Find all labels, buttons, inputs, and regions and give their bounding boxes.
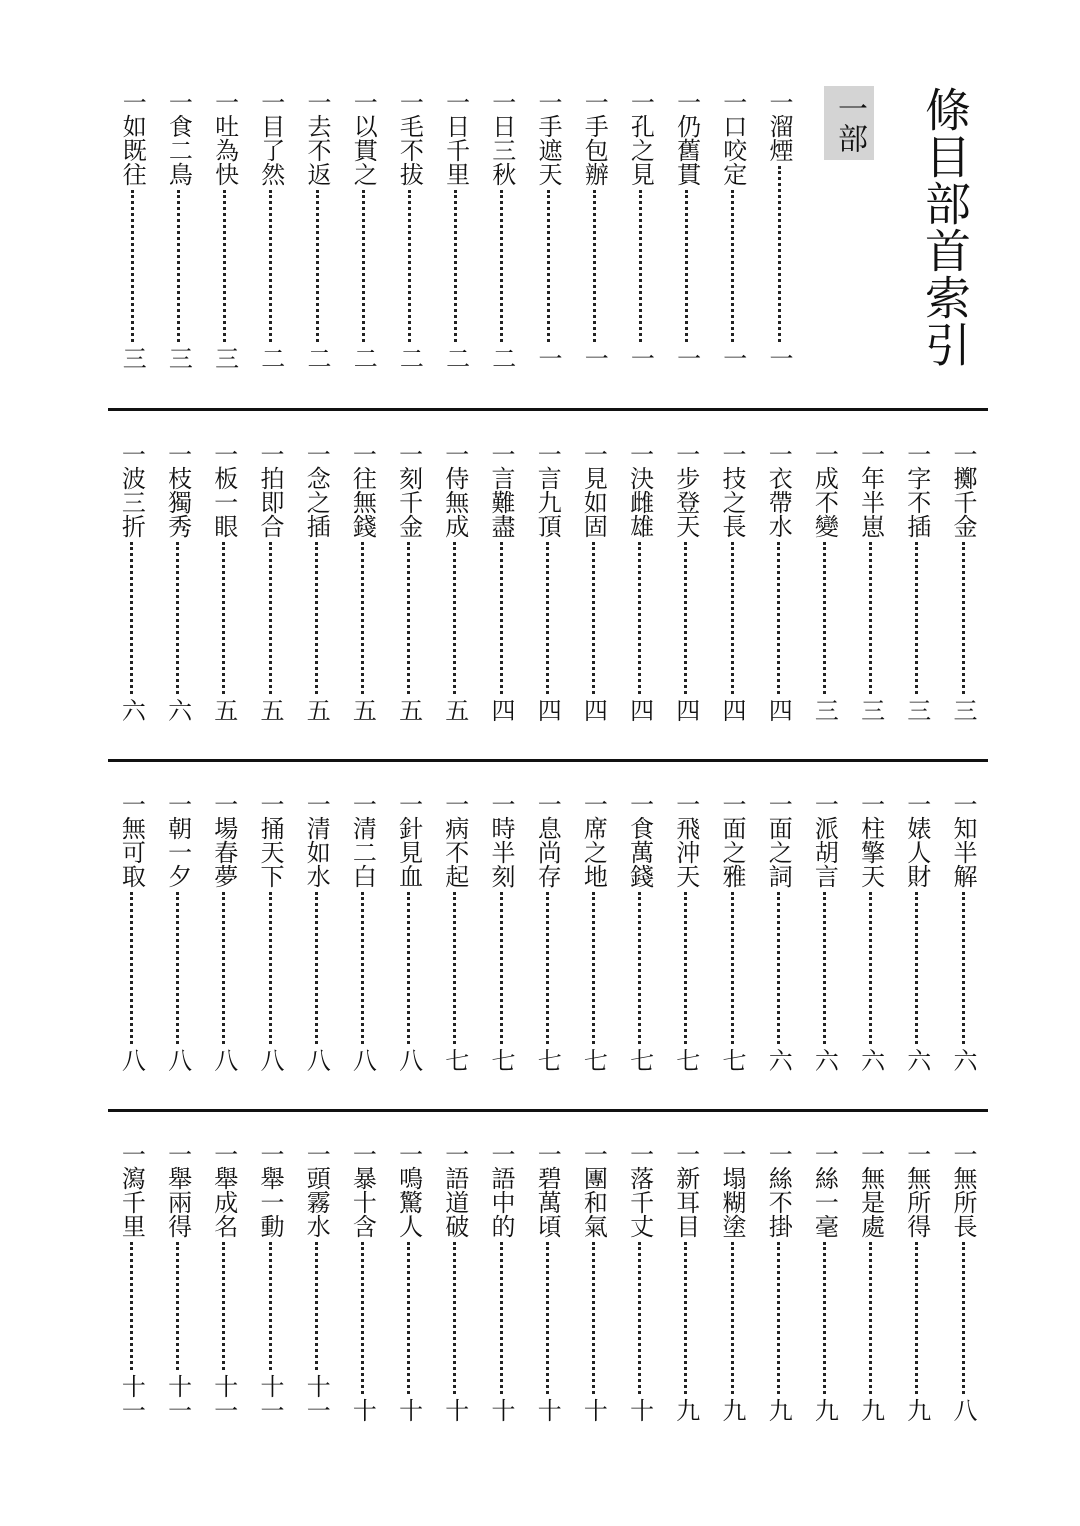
dot-leader	[684, 892, 687, 1044]
entry-term: 一朝一夕	[163, 792, 192, 888]
entry-page-number: 六	[117, 698, 146, 722]
entry-page-number: 十一	[302, 1374, 331, 1422]
entry-page-number: 四	[487, 698, 515, 722]
entry-term: 一絲不掛	[764, 1142, 793, 1238]
dot-leader	[777, 542, 780, 694]
entry-page-number: 十	[625, 1398, 654, 1422]
dot-leader	[869, 892, 872, 1044]
entry-page-number: 二	[395, 346, 424, 370]
index-entry	[478, 1142, 524, 1422]
dot-leader	[915, 1242, 918, 1394]
entry-page-number: 十一	[163, 1374, 192, 1422]
entry-page-number: 五	[348, 698, 377, 722]
entry-term: 一念之插	[302, 442, 331, 538]
entry-term: 一飛沖天	[671, 792, 700, 888]
dot-leader	[638, 542, 641, 694]
dot-leader	[546, 1242, 549, 1394]
dot-leader	[962, 1242, 965, 1394]
index-entry	[108, 792, 154, 1072]
index-entry	[848, 442, 894, 722]
page-title: 條目部首索引	[918, 86, 972, 368]
index-entry	[940, 442, 986, 722]
index-entry	[617, 442, 663, 722]
entry-page-number: 七	[487, 1048, 515, 1072]
entry-page-number: 三	[902, 698, 931, 722]
entry-term: 一以貫之	[349, 90, 378, 186]
entry-term: 一手遮天	[534, 90, 562, 186]
entry-page-number: 五	[302, 698, 331, 722]
index-entry	[433, 90, 479, 370]
dot-leader	[407, 1242, 410, 1394]
entry-page-number: 一	[626, 346, 655, 370]
entry-page-number: 二	[256, 346, 285, 370]
index-entry	[663, 442, 709, 722]
dot-leader	[500, 542, 503, 694]
dot-leader	[869, 542, 872, 694]
entry-page-number: 五	[394, 698, 423, 722]
dot-leader	[407, 892, 410, 1044]
entry-term: 一場春夢	[209, 792, 238, 888]
entry-page-number: 四	[579, 698, 608, 722]
index-entry	[247, 1142, 293, 1422]
entry-page-number: 一	[580, 346, 609, 370]
dot-leader	[823, 892, 826, 1044]
entry-term: 一日三秋	[487, 90, 516, 186]
entry-page-number: 一	[534, 346, 562, 370]
index-entry	[848, 1142, 894, 1422]
index-entry	[155, 442, 201, 722]
entry-term: 一去不返	[303, 90, 331, 186]
entry-term: 一年半崽	[856, 442, 885, 538]
index-entry	[108, 442, 154, 722]
dot-leader	[685, 190, 688, 342]
entry-term: 一侍無成	[440, 442, 469, 538]
dot-leader	[130, 542, 133, 694]
index-block-3	[108, 792, 988, 1072]
index-entry	[386, 442, 432, 722]
entry-page-number: 九	[764, 1398, 793, 1422]
entry-page-number: 十一	[209, 1374, 238, 1422]
dot-leader	[269, 892, 272, 1044]
index-entry	[663, 1142, 709, 1422]
entry-term: 一衣帶水	[764, 442, 793, 538]
entry-page-number: 三	[810, 698, 839, 722]
entry-term: 一鳴驚人	[394, 1142, 423, 1238]
index-entry	[894, 442, 940, 722]
entry-term: 一病不起	[440, 792, 469, 888]
entry-page-number: 三	[949, 698, 977, 722]
index-block-2	[108, 442, 988, 722]
index-entry	[293, 1142, 339, 1422]
dot-leader	[131, 190, 134, 342]
dot-leader	[177, 190, 180, 342]
dot-leader	[731, 542, 734, 694]
dot-leader	[453, 542, 456, 694]
entry-page-number: 六	[163, 698, 192, 722]
entry-page-number: 一	[672, 346, 701, 370]
entry-page-number: 一	[718, 346, 747, 370]
index-entry	[894, 1142, 940, 1422]
index-entry	[386, 792, 432, 1072]
entry-page-number: 六	[810, 1048, 839, 1072]
entry-term: 一言九頂	[533, 442, 562, 538]
index-entry	[755, 792, 801, 1072]
index-entry	[801, 442, 847, 722]
dot-leader	[130, 1242, 133, 1370]
index-entry	[479, 90, 525, 370]
entry-page-number: 五	[440, 698, 469, 722]
index-block-4	[108, 1142, 988, 1422]
entry-page-number: 七	[533, 1048, 562, 1072]
entry-page-number: 二	[303, 346, 331, 370]
index-entry	[339, 792, 385, 1072]
index-entry	[109, 90, 155, 370]
index-entry	[432, 792, 478, 1072]
dot-leader	[592, 892, 595, 1044]
entry-term: 一仍舊貫	[672, 90, 701, 186]
entry-page-number: 八	[256, 1048, 284, 1072]
dot-leader	[453, 892, 456, 1044]
entry-term: 一決雌雄	[625, 442, 654, 538]
index-entry	[756, 90, 802, 370]
dot-leader	[823, 542, 826, 694]
entry-term: 一無可取	[117, 792, 146, 888]
entry-page-number: 三	[164, 346, 193, 370]
entry-term: 一絲一毫	[810, 1142, 839, 1238]
index-entry	[155, 90, 201, 370]
entry-term: 一無是處	[856, 1142, 885, 1238]
entry-term: 一面之詞	[764, 792, 793, 888]
entry-term: 一席之地	[579, 792, 608, 888]
entry-term: 一舉成名	[209, 1142, 238, 1238]
entry-page-number: 四	[764, 698, 793, 722]
entry-term: 一如既往	[118, 90, 147, 186]
section-divider	[108, 1109, 988, 1112]
entry-term: 一舉兩得	[163, 1142, 192, 1238]
entry-page-number: 十	[579, 1398, 608, 1422]
entry-term: 一成不變	[810, 442, 839, 538]
entry-term: 一無所長	[949, 1142, 977, 1238]
index-entry	[664, 90, 710, 370]
dot-leader	[222, 1242, 225, 1370]
index-entry	[293, 792, 339, 1072]
entry-page-number: 九	[671, 1398, 700, 1422]
index-entry	[524, 792, 570, 1072]
index-entry	[432, 1142, 478, 1422]
entry-term: 一清二白	[348, 792, 377, 888]
entry-page-number: 十	[533, 1398, 562, 1422]
index-entry	[755, 442, 801, 722]
dot-leader	[777, 1242, 780, 1394]
index-entry	[709, 1142, 755, 1422]
dot-leader	[915, 542, 918, 694]
entry-page-number: 三	[210, 346, 239, 370]
dot-leader	[593, 190, 596, 342]
entry-term: 一塌糊塗	[718, 1142, 746, 1238]
dot-leader	[361, 1242, 364, 1394]
dot-leader	[453, 1242, 456, 1394]
dot-leader	[408, 190, 411, 342]
entry-term: 一步登天	[671, 442, 700, 538]
dot-leader	[361, 892, 364, 1044]
dot-leader	[500, 190, 503, 342]
entry-page-number: 三	[856, 698, 885, 722]
entry-term: 一技之長	[718, 442, 746, 538]
index-entry	[294, 90, 340, 370]
index-entry	[339, 442, 385, 722]
dot-leader	[223, 190, 226, 342]
entry-page-number: 五	[256, 698, 284, 722]
dot-leader	[684, 542, 687, 694]
dot-leader	[731, 190, 734, 342]
entry-term: 一擲千金	[949, 442, 977, 538]
entry-term: 一手包辦	[580, 90, 609, 186]
entry-page-number: 四	[625, 698, 654, 722]
section-label: 一部	[824, 86, 874, 160]
dot-leader	[684, 1242, 687, 1394]
section-divider	[108, 408, 988, 411]
entry-term: 一時半刻	[487, 792, 515, 888]
index-entry	[339, 1142, 385, 1422]
entry-term: 一碧萬頃	[533, 1142, 562, 1238]
dot-leader	[315, 542, 318, 694]
dot-leader	[962, 892, 965, 1044]
entry-page-number: 七	[440, 1048, 469, 1072]
index-entry	[663, 792, 709, 1072]
entry-term: 一舉一動	[256, 1142, 284, 1238]
entry-page-number: 十一	[117, 1374, 146, 1422]
index-entry	[801, 792, 847, 1072]
index-entry	[755, 1142, 801, 1422]
dot-leader	[778, 166, 781, 342]
dot-leader	[731, 892, 734, 1044]
entry-page-number: 十一	[256, 1374, 284, 1422]
dot-leader	[269, 1242, 272, 1370]
entry-page-number: 八	[163, 1048, 192, 1072]
index-entry	[478, 442, 524, 722]
entry-page-number: 八	[117, 1048, 146, 1072]
entry-term: 一吐為快	[210, 90, 239, 186]
dot-leader	[777, 892, 780, 1044]
dot-leader	[500, 892, 503, 1044]
index-entry	[848, 792, 894, 1072]
entry-page-number: 七	[625, 1048, 654, 1072]
entry-term: 一落千丈	[625, 1142, 654, 1238]
index-entry	[617, 1142, 663, 1422]
entry-page-number: 八	[302, 1048, 331, 1072]
index-block-1	[108, 90, 988, 370]
entry-page-number: 十	[440, 1398, 469, 1422]
entry-term: 一針見血	[394, 792, 423, 888]
entry-page-number: 五	[209, 698, 238, 722]
entry-page-number: 二	[487, 346, 516, 370]
entry-term: 一見如固	[579, 442, 608, 538]
dot-leader	[315, 892, 318, 1044]
dot-leader	[546, 892, 549, 1044]
entry-page-number: 四	[718, 698, 746, 722]
entry-term: 一瀉千里	[117, 1142, 146, 1238]
entry-page-number: 九	[810, 1398, 839, 1422]
dot-leader	[362, 190, 365, 342]
entry-term: 一頭霧水	[302, 1142, 331, 1238]
index-entry	[894, 792, 940, 1072]
entry-term: 一團和氣	[579, 1142, 608, 1238]
entry-page-number: 七	[671, 1048, 700, 1072]
index-entry	[201, 792, 247, 1072]
entry-page-number: 七	[579, 1048, 608, 1072]
entry-page-number: 十	[487, 1398, 515, 1422]
dot-leader	[269, 542, 272, 694]
dot-leader	[222, 542, 225, 694]
dot-leader	[176, 542, 179, 694]
entry-page-number: 十	[394, 1398, 423, 1422]
entry-page-number: 八	[209, 1048, 238, 1072]
dot-leader	[915, 892, 918, 1044]
entry-page-number: 二	[349, 346, 378, 370]
index-entry	[570, 442, 616, 722]
entry-term: 一往無錢	[348, 442, 377, 538]
dot-leader	[315, 1242, 318, 1370]
index-entry	[155, 1142, 201, 1422]
entry-page-number: 六	[949, 1048, 977, 1072]
dot-leader	[592, 1242, 595, 1394]
entry-page-number: 八	[394, 1048, 423, 1072]
dot-leader	[592, 542, 595, 694]
dot-leader	[222, 892, 225, 1044]
index-entry	[940, 1142, 986, 1422]
entry-term: 一毛不拔	[395, 90, 424, 186]
entry-term: 一清如水	[302, 792, 331, 888]
index-entry	[386, 90, 432, 370]
index-entry	[201, 442, 247, 722]
entry-page-number: 二	[441, 346, 470, 370]
entry-page-number: 八	[949, 1398, 977, 1422]
dot-leader	[638, 1242, 641, 1394]
entry-term: 一食萬錢	[625, 792, 654, 888]
entry-term: 一面之雅	[718, 792, 746, 888]
index-entry	[247, 442, 293, 722]
entry-page-number: 九	[718, 1398, 746, 1422]
entry-page-number: 四	[533, 698, 562, 722]
entry-page-number: 八	[348, 1048, 377, 1072]
dot-leader	[962, 542, 965, 694]
entry-page-number: 六	[764, 1048, 793, 1072]
dot-leader	[454, 190, 457, 342]
dot-leader	[869, 1242, 872, 1394]
index-entry	[386, 1142, 432, 1422]
entry-term: 一刻千金	[394, 442, 423, 538]
section-divider	[108, 759, 988, 762]
dot-leader	[638, 892, 641, 1044]
dot-leader	[176, 892, 179, 1044]
index-entry	[617, 90, 663, 370]
entry-term: 一溜煙	[765, 90, 793, 162]
index-entry	[801, 1142, 847, 1422]
entry-term: 一息尚存	[533, 792, 562, 888]
entry-page-number: 九	[902, 1398, 931, 1422]
dot-leader	[407, 542, 410, 694]
entry-term: 一言難盡	[487, 442, 515, 538]
index-entry	[201, 1142, 247, 1422]
entry-page-number: 十	[348, 1398, 377, 1422]
entry-page-number: 一	[765, 346, 793, 370]
entry-term: 一口咬定	[718, 90, 747, 186]
index-entry	[248, 90, 294, 370]
index-entry	[617, 792, 663, 1072]
index-entry	[202, 90, 248, 370]
entry-term: 一婊人財	[902, 792, 931, 888]
entry-term: 一暴十含	[348, 1142, 377, 1238]
index-entry	[570, 792, 616, 1072]
dot-leader	[547, 190, 550, 342]
dot-leader	[316, 190, 319, 342]
index-entry	[340, 90, 386, 370]
index-entry	[478, 792, 524, 1072]
entry-term: 一語中的	[487, 1142, 515, 1238]
entry-term: 一板一眼	[209, 442, 238, 538]
index-entry	[108, 1142, 154, 1422]
entry-page-number: 六	[856, 1048, 885, 1072]
entry-term: 一食二鳥	[164, 90, 193, 186]
dot-leader	[130, 892, 133, 1044]
entry-term: 一新耳目	[671, 1142, 700, 1238]
index-entry	[247, 792, 293, 1072]
dot-leader	[731, 1242, 734, 1394]
entry-term: 一知半解	[949, 792, 977, 888]
entry-page-number: 六	[902, 1048, 931, 1072]
entry-page-number: 七	[718, 1048, 746, 1072]
index-entry	[709, 442, 755, 722]
entry-page-number: 九	[856, 1398, 885, 1422]
entry-term: 一無所得	[902, 1142, 931, 1238]
entry-term: 一語道破	[440, 1142, 469, 1238]
entry-term: 一枝獨秀	[163, 442, 192, 538]
entry-term: 一日千里	[441, 90, 470, 186]
index-entry	[571, 90, 617, 370]
entry-page-number: 四	[671, 698, 700, 722]
dot-leader	[639, 190, 642, 342]
entry-term: 一波三折	[117, 442, 146, 538]
index-entry	[524, 1142, 570, 1422]
index-entry	[709, 792, 755, 1072]
dot-leader	[546, 542, 549, 694]
index-entry	[155, 792, 201, 1072]
dot-leader	[500, 1242, 503, 1394]
index-entry	[570, 1142, 616, 1422]
dot-leader	[176, 1242, 179, 1370]
entry-term: 一拍即合	[256, 442, 284, 538]
entry-term: 一派胡言	[810, 792, 839, 888]
dot-leader	[361, 542, 364, 694]
entry-term: 一字不插	[902, 442, 931, 538]
index-entry	[524, 442, 570, 722]
index-entry	[293, 442, 339, 722]
index-entry	[710, 90, 756, 370]
index-entry	[432, 442, 478, 722]
index-entry	[525, 90, 571, 370]
entry-page-number: 三	[118, 346, 147, 370]
index-entry	[940, 792, 986, 1072]
dot-leader	[269, 190, 272, 342]
entry-term: 一目了然	[256, 90, 285, 186]
entry-term: 一捅天下	[256, 792, 284, 888]
entry-term: 一孔之見	[626, 90, 655, 186]
dot-leader	[823, 1242, 826, 1394]
entry-term: 一柱擎天	[856, 792, 885, 888]
